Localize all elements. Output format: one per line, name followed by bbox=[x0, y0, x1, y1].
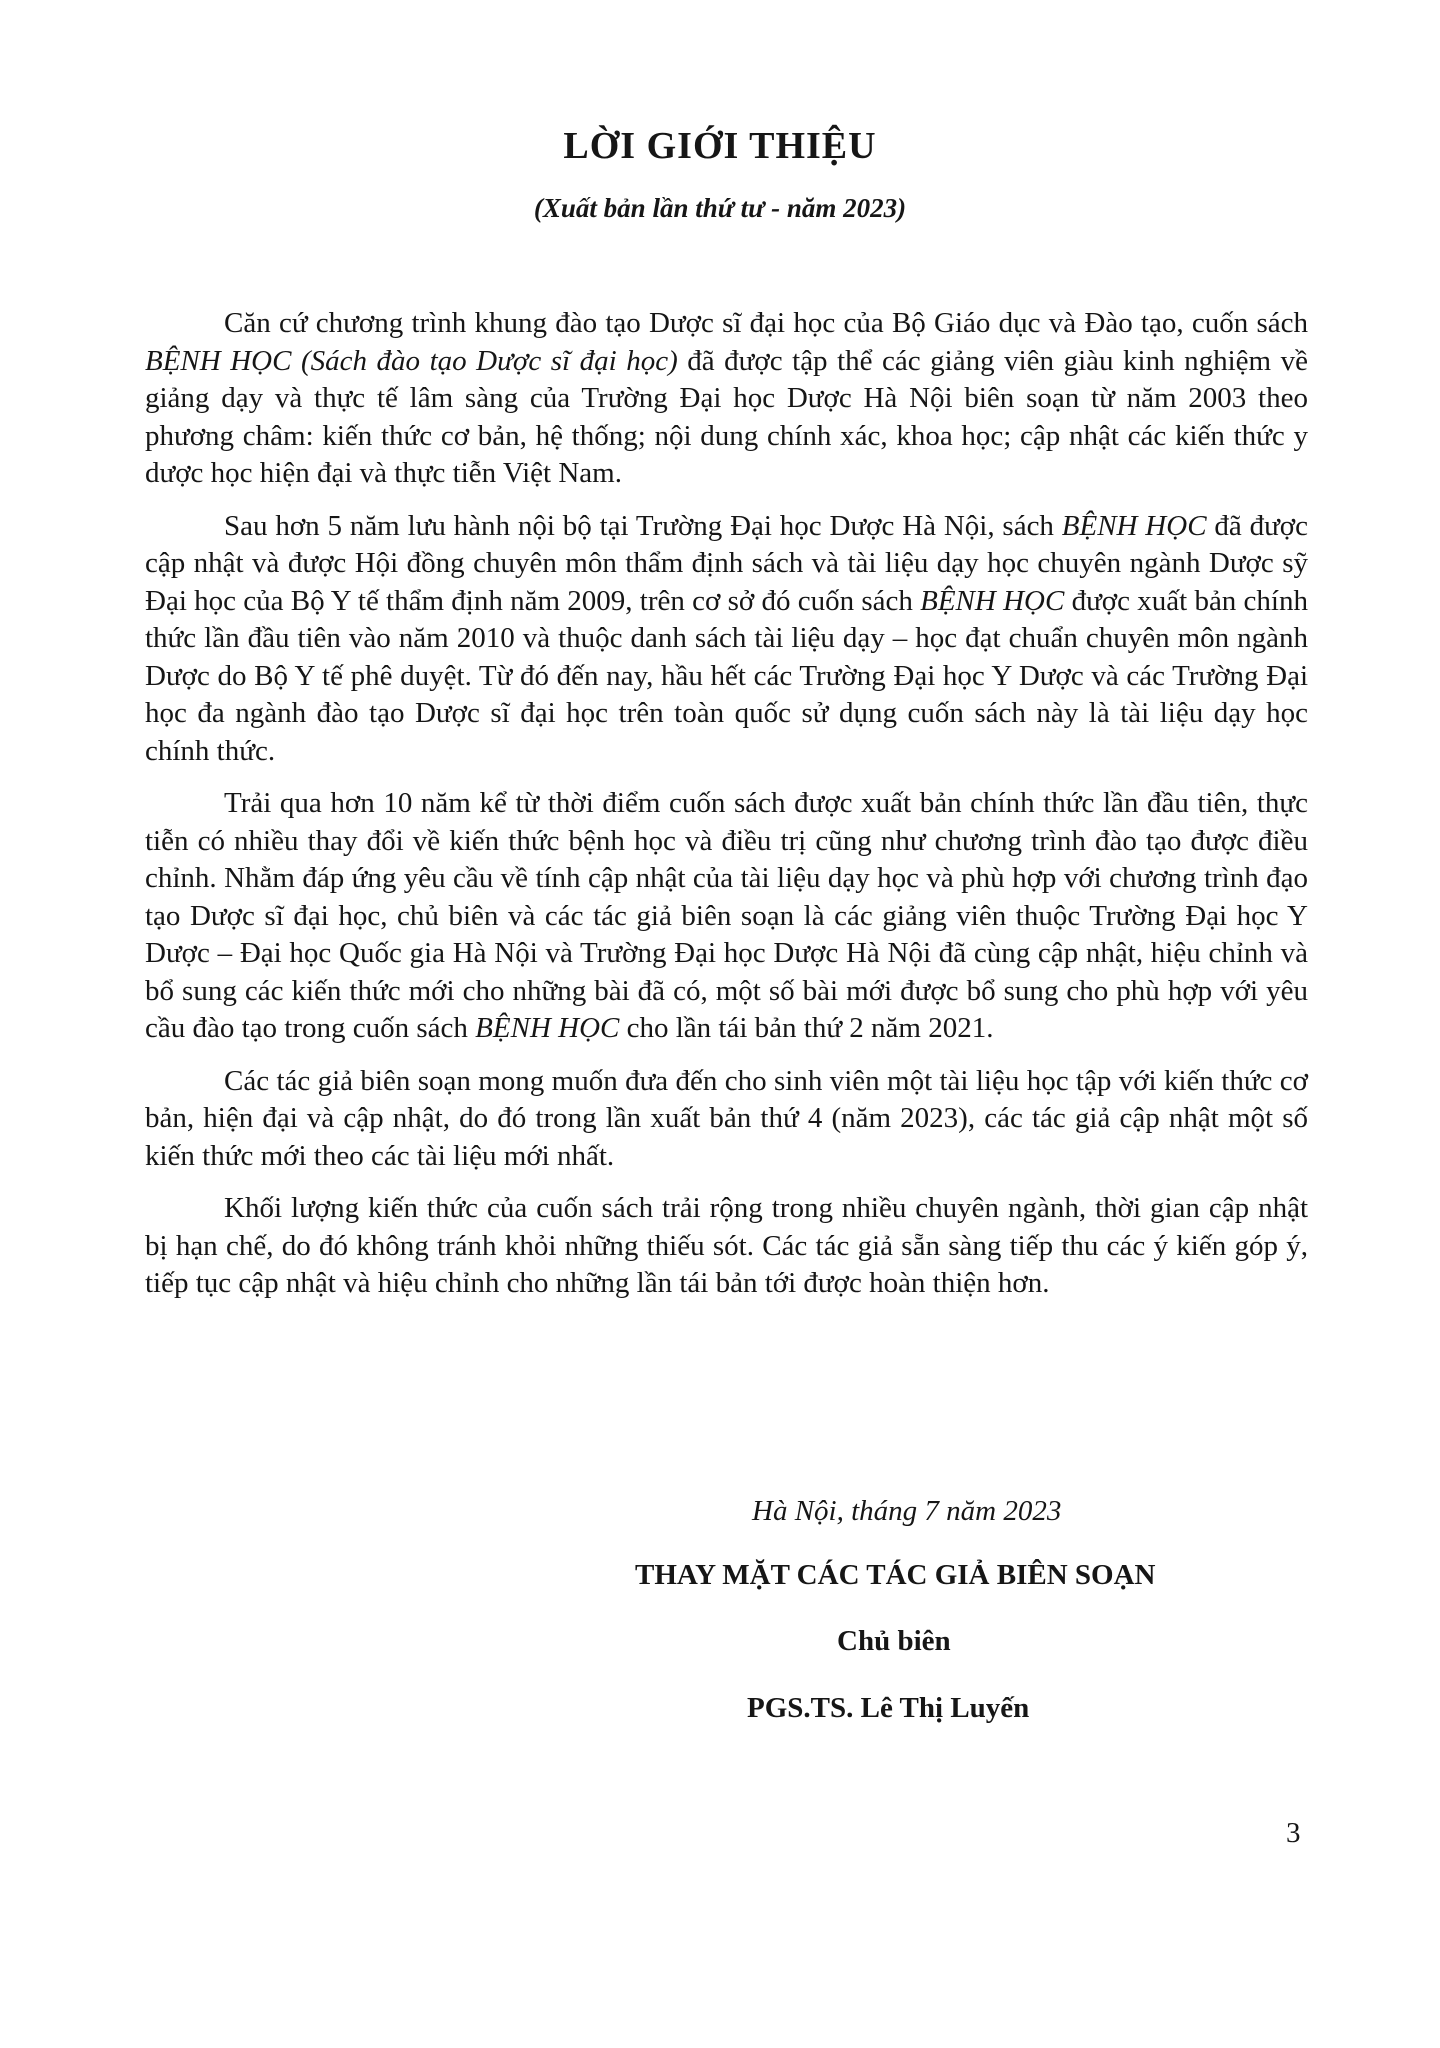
paragraph-1-run-1: Căn cứ chương trình khung đào tạo Dược sĩ đại học của Bộ Giáo dục và Đào tạo, cuốn sách bbox=[224, 307, 1308, 339]
paragraph-2-run-5: được xuất bản chính thức lần đầu tiên vào năm 2010 và thuộc danh sách tài liệu dạy – học đạt chuẩn chuyên môn ngành Dược do Bộ Y tế phê duyệt. Từ đó đến nay, hầu hết các Trường Đại học Y Dược và các Trường Đại học đa ngành đào tạo Dược sĩ đại học trên toàn quốc sử dụng cuốn sách này là tài liệu dạy học chính thức. bbox=[145, 584, 1308, 767]
signature-title: Chủ biên bbox=[837, 1625, 951, 1657]
paragraph-3-run-2-italic: BỆNH HỌC bbox=[475, 1012, 620, 1044]
paragraph-4 bbox=[145, 1063, 1308, 1176]
paragraph-3 bbox=[145, 785, 1308, 1048]
paragraph-1 bbox=[145, 305, 1308, 493]
body-text bbox=[145, 305, 1308, 1318]
paragraph-5-run-1: Khối lượng kiến thức của cuốn sách trải rộng trong nhiều chuyên ngành, thời gian cập nhật bị hạn chế, do đó không tránh khỏi những thiếu sót. Các tác giả sẵn sàng tiếp thu các ý kiến góp ý, tiếp tục cập nhật và hiệu chỉnh cho những lần tái bản tới được hoàn thiện hơn. bbox=[145, 1192, 1308, 1299]
paragraph-2-run-3: đã được cập nhật và được Hội đồng chuyên môn thẩm định sách và tài liệu dạy học chuyên ngành Dược sỹ Đại học của Bộ Y tế thẩm định năm 2009, trên cơ sở đó cuốn sách bbox=[145, 509, 1308, 617]
paragraph-2-run-2-italic: BỆNH HỌC bbox=[1061, 509, 1207, 542]
paragraph-2-run-1: Sau hơn 5 năm lưu hành nội bộ tại Trường Đại học Dược Hà Nội, sách bbox=[224, 509, 1062, 542]
paragraph-5 bbox=[145, 1190, 1308, 1303]
signature-date: Hà Nội, tháng 7 năm 2023 bbox=[752, 1495, 1062, 1527]
signature-name: PGS.TS. Lê Thị Luyến bbox=[747, 1692, 1030, 1724]
paragraph-4-run-1: Các tác giả biên soạn mong muốn đưa đến cho sinh viên một tài liệu học tập với kiến thức cơ bản, hiện đại và cập nhật, do đó trong lần xuất bản thứ 4 (năm 2023), các tác giả cập nhật một số kiến thức mới theo các tài liệu mới nhất. bbox=[145, 1064, 1308, 1172]
paragraph-3-run-3: cho lần tái bản thứ 2 năm 2021. bbox=[619, 1012, 994, 1044]
paragraph-1-run-2-italic: BỆNH HỌC (Sách đào tạo Dược sĩ đại học) bbox=[145, 344, 678, 377]
page-title: LỜI GIỚI THIỆU bbox=[563, 125, 877, 167]
paragraph-2 bbox=[145, 508, 1308, 771]
paragraph-1-run-3: đã được tập thể các giảng viên giàu kinh nghiệm về giảng dạy và thực tế lâm sàng của Trường Đại học Dược Hà Nội biên soạn từ năm 2003 theo phương châm: kiến thức cơ bản, hệ thống; nội dung chính xác, khoa học; cập nhật các kiến thức y dược học hiện đại và thực tiễn Việt Nam. bbox=[145, 344, 1308, 489]
paragraph-2-run-4-italic: BỆNH HỌC bbox=[920, 584, 1065, 617]
signature-role: THAY MẶT CÁC TÁC GIẢ BIÊN SOẠN bbox=[635, 1559, 1156, 1591]
paragraph-3-run-1: Trải qua hơn 10 năm kể từ thời điểm cuốn sách được xuất bản chính thức lần đầu tiên, thực tiễn có nhiều thay đổi về kiến thức bệnh học và điều trị cũng như chương trình đào tạo được điều chỉnh. Nhằm đáp ứng yêu cầu về tính cập nhật của tài liệu dạy học và phù hợp với chương trình đạo tạo Dược sĩ đại học, chủ biên và các tác giả biên soạn là các giảng viên thuộc Trường Đại học Y Dược – Đại học Quốc gia Hà Nội và Trường Đại học Dược Hà Nội đã cùng cập nhật, hiệu chỉnh và bổ sung các kiến thức mới cho những bài đã có, một số bài mới được bổ sung cho phù hợp với yêu cầu đào tạo trong cuốn sách bbox=[145, 787, 1308, 1044]
edition-subtitle: (Xuất bản lần thứ tư - năm 2023) bbox=[533, 193, 907, 223]
page-number: 3 bbox=[1286, 1817, 1301, 1849]
